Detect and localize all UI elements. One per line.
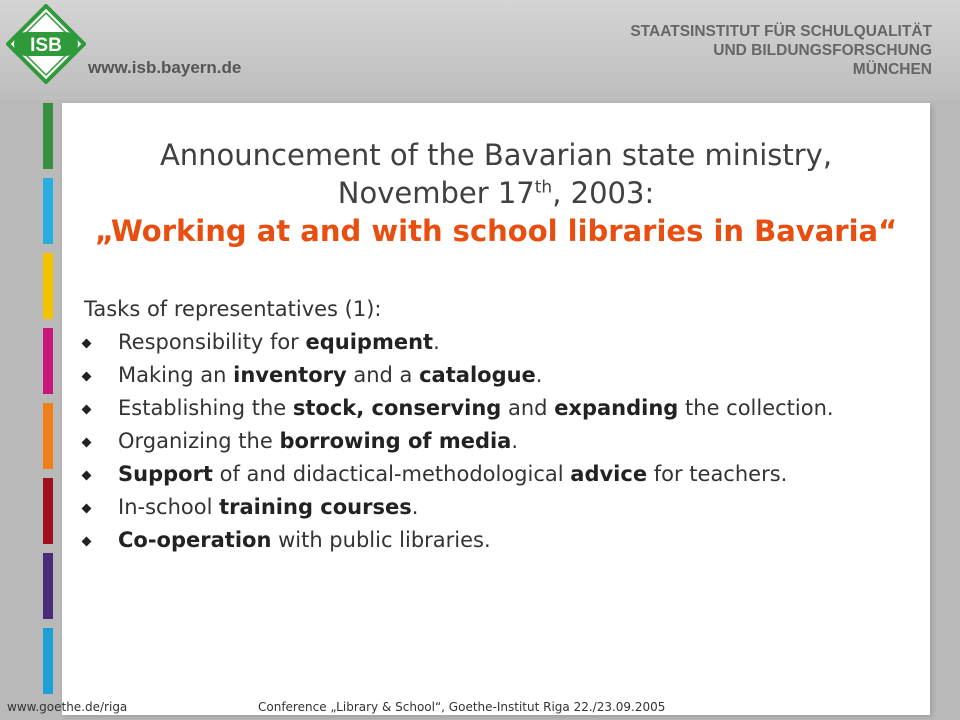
diamond-bullet-icon [82,405,92,415]
institute-name [572,22,932,79]
task-item [78,396,878,421]
isb-logo [6,4,86,84]
task-item-emphasis: catalogue [419,363,536,387]
task-item-emphasis: expanding [554,396,679,420]
color-stripes [43,103,55,703]
color-stripe [43,178,53,244]
logo-text: ISB [30,35,62,56]
task-item-text: for teachers. [647,462,788,486]
task-item [78,429,878,454]
task-item-emphasis: Support [118,462,213,486]
task-item-emphasis: training courses [219,495,412,519]
diamond-bullet-icon [82,537,92,547]
color-stripe [43,328,53,394]
color-stripe [43,403,53,469]
institute-line: MÜNCHEN [852,61,932,78]
logo-url[interactable]: www.isb.bayern.de [88,58,242,77]
task-item-text: and [501,396,555,420]
footer-conference: Conference „Library & School“, Goethe-Institut Riga 22./23.09.2005 [258,700,666,714]
task-item-emphasis: stock, conserving [292,396,502,420]
task-item-text: . [535,363,543,387]
header-bar [0,0,960,100]
task-item-text: Responsibility for [118,330,306,354]
task-item-text: of and didactical-methodological [212,462,571,486]
footer [0,698,960,720]
task-item [78,363,878,388]
task-item-emphasis: inventory [233,363,347,387]
diamond-bullet-icon [82,438,92,448]
diamond-bullet-icon [82,504,92,514]
institute-line: UND BILDUNGSFORSCHUNG [713,42,932,59]
color-stripe [43,478,53,544]
task-item-emphasis: equipment [305,330,434,354]
task-item-emphasis: borrowing of media [279,429,512,453]
color-stripe [43,628,53,694]
color-stripe [43,103,53,169]
tasks-heading: Tasks of representatives (1): [84,297,382,321]
task-item-text: the collection. [678,396,834,420]
tasks-list [78,330,878,561]
task-item [78,330,878,355]
diamond-bullet-icon [82,471,92,481]
color-stripe [43,253,53,319]
slide-subtitle: „Working at and with school libraries in Bavaria“ [94,214,898,248]
task-item-text: In-school [118,495,220,519]
diamond-bullet-icon [82,339,92,349]
title-line-2: November 17th, 2003: [337,176,655,210]
task-item-emphasis: advice [570,462,648,486]
task-item-text: Organizing the [118,429,280,453]
institute-line: STAATSINSTITUT FÜR SCHULQUALITÄT [630,23,932,40]
slide-title [62,136,930,250]
task-item-text: . [511,429,519,453]
task-item-text: with public libraries. [271,528,491,552]
ordinal-suffix: th [534,177,553,198]
title-line-1: Announcement of the Bavarian state ministry, [159,138,833,172]
task-item-emphasis: Co-operation [118,528,272,552]
task-item-text: . [411,495,419,519]
task-item-text: and a [346,363,420,387]
diamond-bullet-icon [82,372,92,382]
task-item [78,528,878,553]
task-item-text: Establishing the [118,396,293,420]
footer-url[interactable]: www.goethe.de/riga [7,700,128,714]
task-item [78,462,878,487]
task-item-text: . [433,330,440,354]
task-item-text: Making an [118,363,234,387]
color-stripe [43,553,53,619]
task-item [78,495,878,520]
